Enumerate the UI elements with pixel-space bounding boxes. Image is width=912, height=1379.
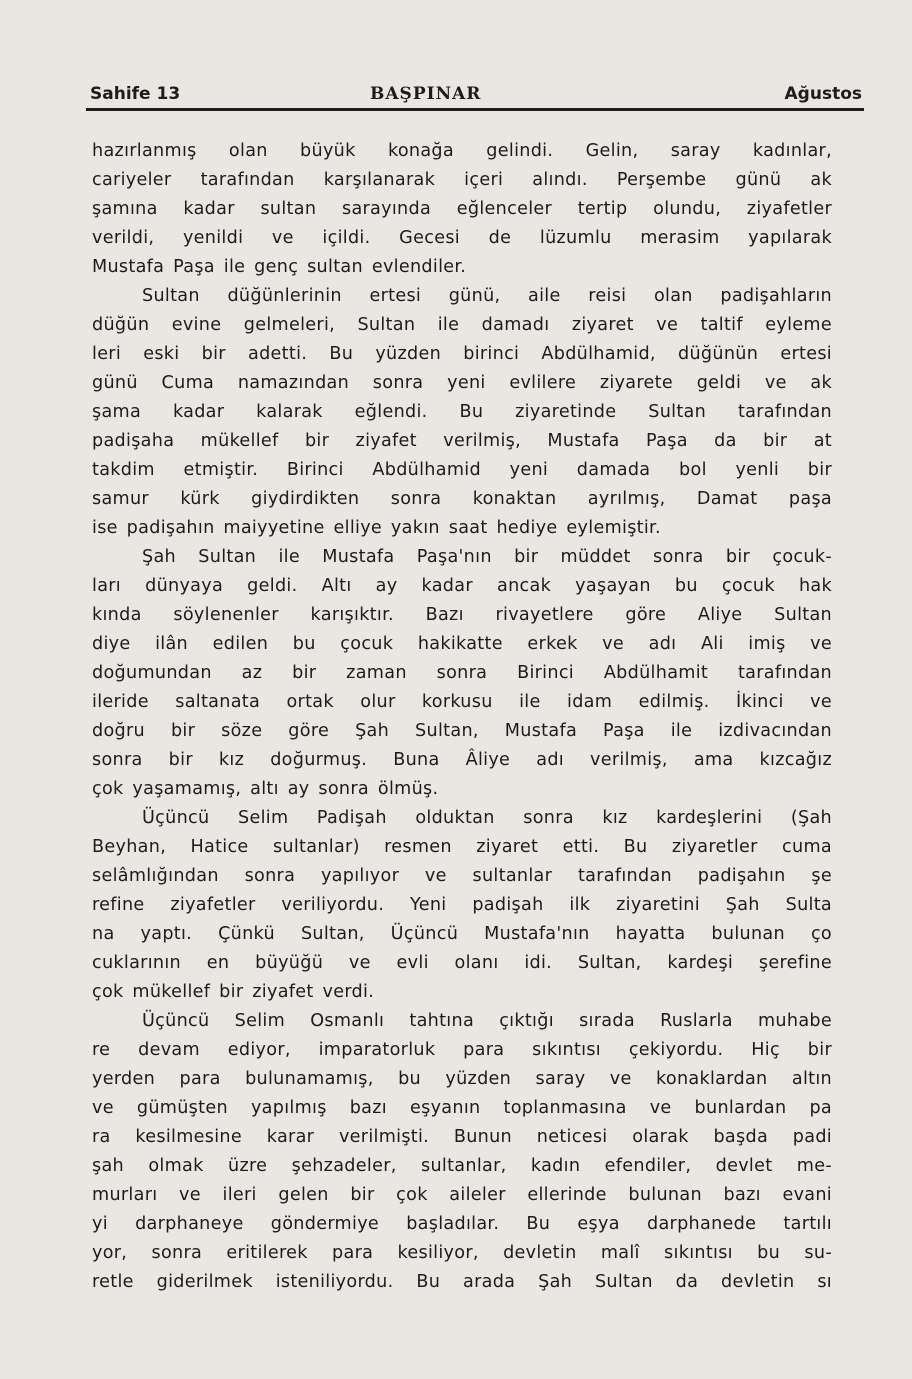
- text-line: Üçüncü Selim Padişah olduktan sonra kız kardeşlerini (Şah: [142, 808, 832, 828]
- text-line: leri eski bir adetti. Bu yüzden birinci Abdülhamid, düğünün ertesi: [92, 344, 832, 364]
- text-line: yor, sonra eritilerek para kesiliyor, devletin malî sıkıntısı bu su-: [92, 1243, 832, 1263]
- text-line: doğumundan az bir zaman sonra Birinci Abdülhamit tarafından: [92, 663, 832, 683]
- text-line: sonra bir kız doğurmuş. Buna Âliye adı verilmiş, ama kızcağız: [92, 750, 832, 770]
- text-line: ra kesilmesine karar verilmişti. Bunun neticesi olarak başda padi: [92, 1127, 832, 1147]
- text-line: günü Cuma namazından sonra yeni evlilere ziyarete geldi ve ak: [92, 373, 832, 393]
- text-line: şah olmak üzre şehzadeler, sultanlar, kadın efendiler, devlet me-: [92, 1156, 832, 1176]
- text-line: diye ilân edilen bu çocuk hakikatte erkek ve adı Ali imiş ve: [92, 634, 832, 654]
- page-header: [90, 84, 862, 106]
- text-line: retle giderilmek isteniliyordu. Bu arada Şah Sultan da devletin sı: [92, 1272, 832, 1292]
- text-line: selâmlığından sonra yapılıyor ve sultanlar tarafından padişahın şe: [92, 866, 832, 886]
- text-line: verildi, yenildi ve içildi. Gecesi de lüzumlu merasim yapılarak: [92, 228, 832, 248]
- article-body: [92, 137, 832, 1297]
- text-line: samur kürk giydirdikten sonra konaktan ayrılmış, Damat paşa: [92, 489, 832, 509]
- text-line: doğru bir söze göre Şah Sultan, Mustafa Paşa ile izdivacından: [92, 721, 832, 741]
- text-line: re devam ediyor, imparatorluk para sıkıntısı çekiyordu. Hiç bir: [92, 1040, 832, 1060]
- text-line: ileride saltanata ortak olur korkusu ile idam edilmiş. İkinci ve: [92, 692, 832, 712]
- text-line: murları ve ileri gelen bir çok aileler ellerinde bulunan bazı evani: [92, 1185, 832, 1205]
- text-line: Üçüncü Selim Osmanlı tahtına çıktığı sırada Ruslarla muhabe: [142, 1011, 832, 1031]
- text-line: cariyeler tarafından karşılanarak içeri alındı. Perşembe günü ak: [92, 170, 832, 190]
- text-line: Beyhan, Hatice sultanlar) resmen ziyaret etti. Bu ziyaretler cuma: [92, 837, 832, 857]
- text-line: Sultan düğünlerinin ertesi günü, aile reisi olan padişahların: [142, 286, 832, 306]
- text-line: ise padişahın maiyyetine elliye yakın saat hediye eylemiştir.: [92, 518, 661, 538]
- text-line: padişaha mükellef bir ziyafet verilmiş, Mustafa Paşa da bir at: [92, 431, 832, 451]
- text-line: cuklarının en büyüğü ve evli olanı idi. Sultan, kardeşi şerefine: [92, 953, 832, 973]
- text-line: yi darphaneye göndermiye başladılar. Bu eşya darphanede tartılı: [92, 1214, 832, 1234]
- paragraph-4: [92, 804, 832, 1007]
- text-line: yerden para bulunamamış, bu yüzden saray ve konaklardan altın: [92, 1069, 832, 1089]
- text-line: çok mükellef bir ziyafet verdi.: [92, 982, 375, 1002]
- page-number: Sahife 13: [90, 84, 181, 104]
- paragraph-3: [92, 543, 832, 804]
- text-line: refine ziyafetler veriliyordu. Yeni padişah ilk ziyaretini Şah Sulta: [92, 895, 832, 915]
- text-line: takdim etmiştir. Birinci Abdülhamid yeni damada bol yenli bir: [92, 460, 832, 480]
- text-line: na yaptı. Çünkü Sultan, Üçüncü Mustafa'nın hayatta bulunan ço: [92, 924, 832, 944]
- text-line: Şah Sultan ile Mustafa Paşa'nın bir müddet sonra bir çocuk-: [142, 547, 832, 567]
- publication-title: BAŞPINAR: [370, 84, 482, 104]
- text-line: düğün evine gelmeleri, Sultan ile damadı ziyaret ve taltif eyleme: [92, 315, 832, 335]
- text-line: şama kadar kalarak eğlendi. Bu ziyaretinde Sultan tarafından: [92, 402, 832, 422]
- paragraph-1: [92, 137, 832, 282]
- paragraph-2: [92, 282, 832, 543]
- text-line: şamına kadar sultan sarayında eğlenceler tertip olundu, ziyafetler: [92, 199, 832, 219]
- paragraph-5: [92, 1007, 832, 1297]
- text-line: kında söylenenler karışıktır. Bazı rivayetlere göre Aliye Sultan: [92, 605, 832, 625]
- text-line: ları dünyaya geldi. Altı ay kadar ancak yaşayan bu çocuk hak: [92, 576, 832, 596]
- text-line: ve gümüşten yapılmış bazı eşyanın toplanmasına ve bunlardan pa: [92, 1098, 832, 1118]
- issue-month: Ağustos: [784, 84, 862, 104]
- text-line: hazırlanmış olan büyük konağa gelindi. Gelin, saray kadınlar,: [92, 141, 832, 161]
- header-rule: [86, 108, 864, 111]
- text-line: Mustafa Paşa ile genç sultan evlendiler.: [92, 257, 467, 277]
- text-line: çok yaşamamış, altı ay sonra ölmüş.: [92, 779, 439, 799]
